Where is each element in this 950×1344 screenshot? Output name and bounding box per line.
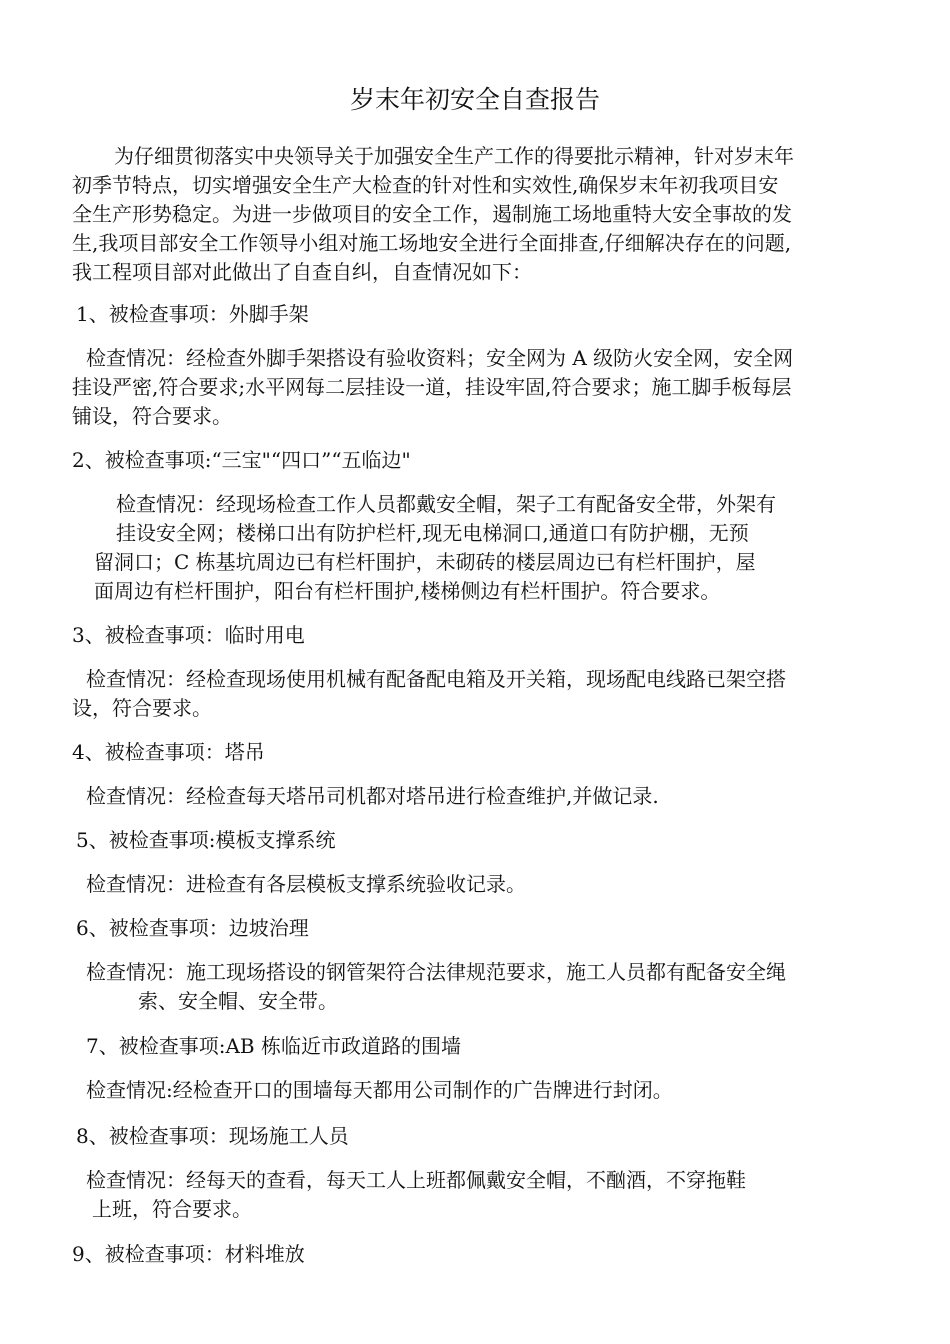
section-heading: 9、被检查事项：材料堆放 <box>72 1242 305 1266</box>
section-heading: 4、被检查事项：塔吊 <box>72 740 265 764</box>
section-body <box>72 665 786 723</box>
intro-line: 我工程项目部对此做出了自查自纠，自查情况如下： <box>72 260 532 284</box>
section-body <box>72 870 526 899</box>
section-body <box>72 1166 746 1224</box>
section-heading: 2、被检查事项:“三宝"“四口”“五临边" <box>72 448 411 472</box>
body-line: 面周边有栏杆围护，阳台有栏杆围护,楼梯侧边有栏杆围护。符合要求。 <box>94 579 721 603</box>
body-line: 检查情况：经检查外脚手架搭设有验收资料；安全网为 A 级防火安全网，安全网 <box>86 346 794 370</box>
section-body <box>72 490 776 606</box>
body-line: 留洞口；C 栋基坑周边已有栏杆围护，未砌砖的楼层周边已有栏杆围护，屋 <box>94 550 756 574</box>
body-line: 检查情况:经检查开口的围墙每天都用公司制作的广告牌进行封闭。 <box>86 1078 673 1102</box>
section-body <box>72 958 786 1016</box>
intro-line: 全生产形势稳定。为进一步做项目的安全工作，遏制施工场地重特大安全事故的发 <box>72 202 792 226</box>
body-line: 检查情况：进检查有各层模板支撑系统验收记录。 <box>86 872 526 896</box>
section-heading: 8、被检查事项：现场施工人员 <box>76 1124 349 1148</box>
section-body <box>72 782 659 811</box>
intro-line: 初季节特点，切实增强安全生产大检查的针对性和实效性,确保岁末年初我项目安 <box>72 173 779 197</box>
section-heading: 5、被检查事项:模板支撑系统 <box>76 828 336 852</box>
body-line: 挂设严密,符合要求;水平网每二层挂设一道，挂设牢固,符合要求；施工脚手板每层 <box>72 375 792 399</box>
section-heading: 1、被检查事项：外脚手架 <box>76 302 309 326</box>
body-line: 检查情况：经每天的查看，每天工人上班都佩戴安全帽，不酗酒，不穿拖鞋 <box>86 1168 746 1192</box>
section-heading: 3、被检查事项：临时用电 <box>72 623 305 647</box>
body-line: 挂设安全网；楼梯口出有防护栏杆,现无电梯洞口,通道口有防护棚，无预 <box>116 521 749 545</box>
intro-line: 生,我项目部安全工作领导小组对施工场地安全进行全面排查,仔细解决存在的问题, <box>72 231 792 255</box>
section-heading: 6、被检查事项：边坡治理 <box>76 916 309 940</box>
page-title: 岁末年初安全自查报告 <box>349 85 600 114</box>
body-line: 检查情况：经检查每天塔吊司机都对塔吊进行检查维护,并做记录. <box>86 784 659 808</box>
section-body <box>72 1076 673 1105</box>
section-body <box>72 344 793 431</box>
body-line: 索、安全帽、安全带。 <box>138 989 338 1013</box>
intro-paragraph <box>72 142 880 287</box>
body-line: 铺设，符合要求。 <box>72 404 232 428</box>
intro-line: 为仔细贯彻落实中央领导关于加强安全生产工作的得要批示精神，针对岁末年 <box>114 144 794 168</box>
body-line: 设，符合要求。 <box>72 696 212 720</box>
body-line: 上班，符合要求。 <box>92 1197 252 1221</box>
body-line: 检查情况：经现场检查工作人员都戴安全帽，架子工有配备安全带，外架有 <box>116 492 776 516</box>
body-line: 检查情况：经检查现场使用机械有配备配电箱及开关箱，现场配电线路已架空搭 <box>86 667 786 691</box>
section-heading: 7、被检查事项:AB 栋临近市政道路的围墙 <box>86 1034 461 1058</box>
body-line: 检查情况：施工现场搭设的钢管架符合法律规范要求，施工人员都有配备安全绳 <box>86 960 786 984</box>
